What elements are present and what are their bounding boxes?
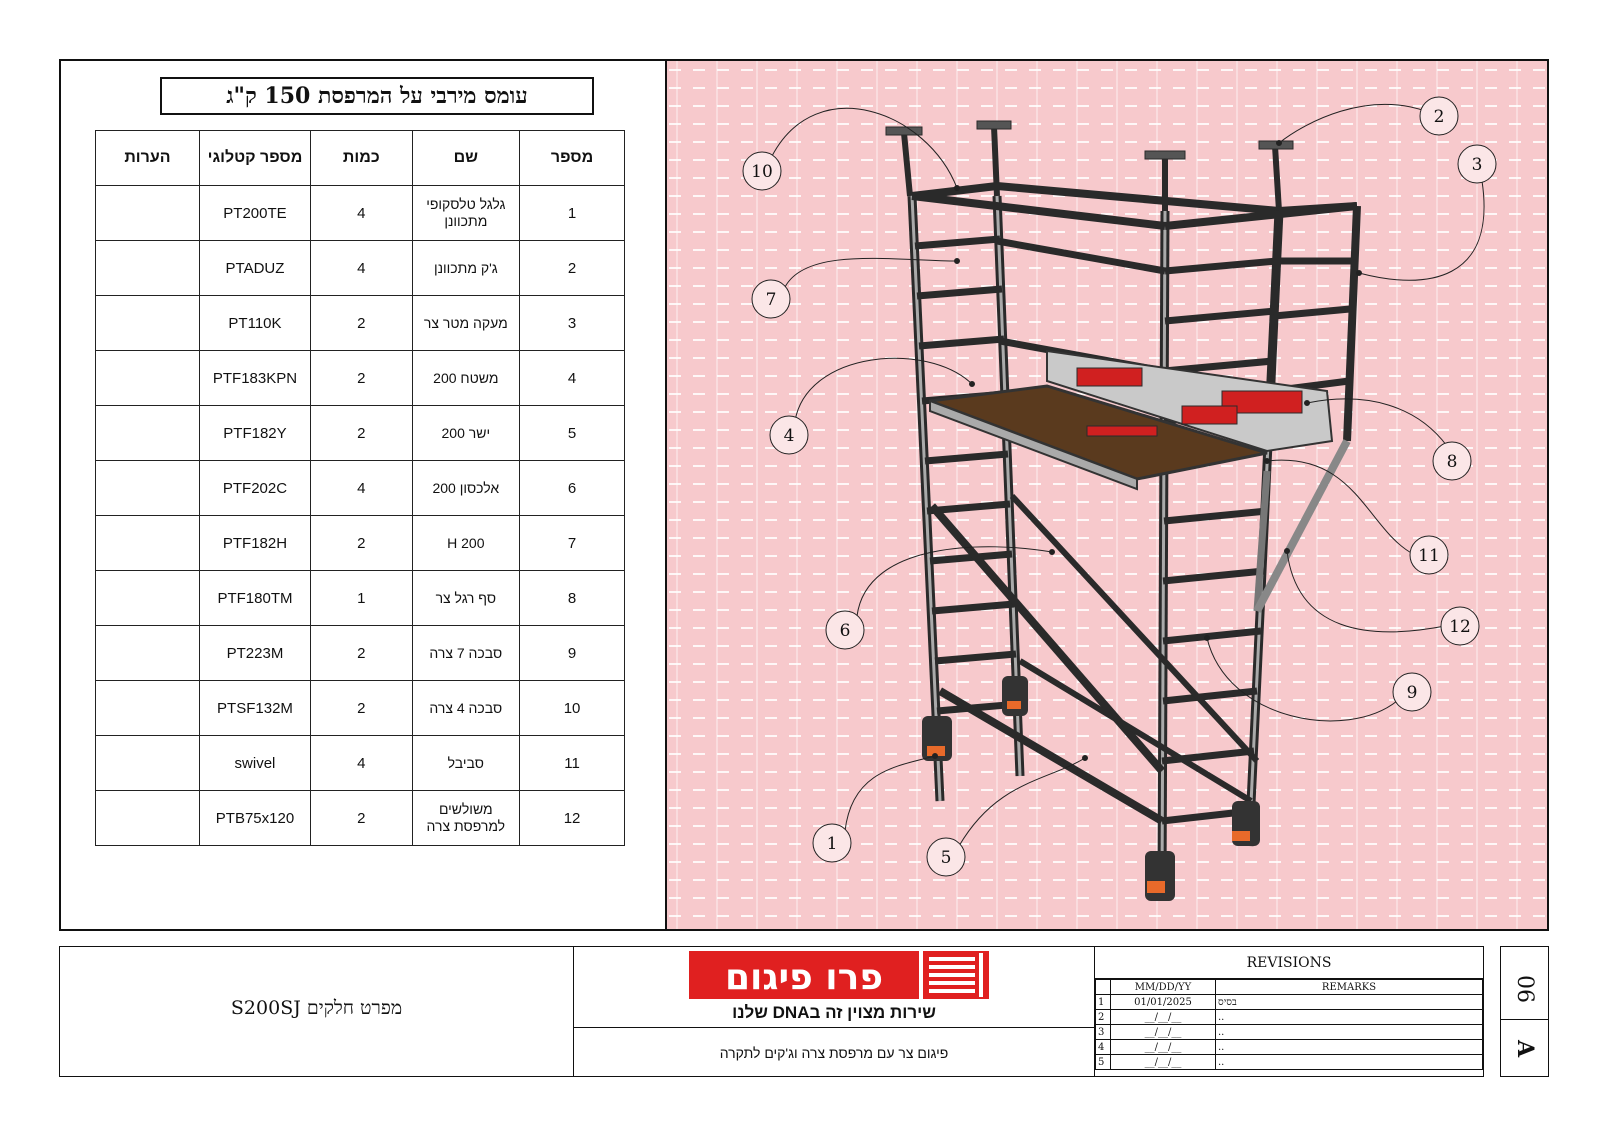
callout-5 — [927, 838, 965, 876]
name-cell: משולשים למרפסת צרה — [412, 791, 520, 846]
pink-background — [667, 61, 1547, 929]
revision-date: __/__/__ — [1111, 1040, 1216, 1055]
callout-label-1: 1 — [826, 834, 838, 854]
callout-label-12: 12 — [1449, 617, 1471, 637]
qty-cell: 2 — [311, 626, 412, 681]
notes-cell — [96, 791, 200, 846]
callout-1 — [813, 824, 851, 862]
callout-arrowhead-5 — [1083, 756, 1088, 761]
revision-date: __/__/__ — [1111, 1055, 1216, 1070]
header-num: מספר — [520, 131, 625, 186]
revision-row — [1096, 1040, 1483, 1055]
catalog-cell: PTF202C — [199, 461, 310, 516]
num-cell: 3 — [520, 296, 625, 351]
table-header-row — [96, 131, 625, 186]
callout-arrowhead-1 — [933, 754, 938, 759]
qty-cell: 2 — [311, 791, 412, 846]
notes-cell — [96, 296, 200, 351]
callout-arrowhead-10 — [955, 186, 960, 191]
header-qty: כמות — [311, 131, 412, 186]
catalog-cell: PTSF132M — [199, 681, 310, 736]
callout-label-4: 4 — [783, 426, 795, 446]
sheet-info-cell — [1500, 946, 1549, 1077]
table-row — [96, 241, 625, 296]
name-cell: סף רגל צר — [412, 571, 520, 626]
revision-remark: .. — [1216, 1010, 1483, 1025]
qty-cell: 2 — [311, 681, 412, 736]
name-cell: סביבל — [412, 736, 520, 791]
revision-remark: .. — [1216, 1025, 1483, 1040]
callout-10 — [743, 152, 781, 190]
num-cell: 1 — [520, 186, 625, 241]
num-cell: 8 — [520, 571, 625, 626]
qty-cell: 2 — [311, 351, 412, 406]
callout-label-2: 2 — [1433, 107, 1445, 127]
notes-cell — [96, 516, 200, 571]
catalog-cell: PTF183KPN — [199, 351, 310, 406]
revision-row — [1096, 995, 1483, 1010]
callout-label-8: 8 — [1446, 452, 1458, 472]
callout-7 — [752, 280, 790, 318]
catalog-cell: PTF182Y — [199, 406, 310, 461]
revisions-table — [1095, 979, 1483, 1070]
table-row — [96, 461, 625, 516]
revisions-date-header: MM/DD/YY — [1111, 980, 1216, 995]
callout-arrowhead-3 — [1357, 271, 1362, 276]
name-cell: מעקה מטר צר — [412, 296, 520, 351]
table-row — [96, 351, 625, 406]
header-catalog: מספר קטלוגי — [199, 131, 310, 186]
scaffold-drawing — [667, 61, 1547, 929]
name-cell: ג'ק מתכוונן — [412, 241, 520, 296]
callout-arrowhead-11 — [1265, 459, 1270, 464]
qty-cell: 2 — [311, 296, 412, 351]
notes-cell — [96, 571, 200, 626]
callout-label-7: 7 — [765, 290, 777, 310]
max-load-title: עומס מירבי על המרפסת 150 ק"ג — [160, 77, 594, 115]
revision-remark: .. — [1216, 1055, 1483, 1070]
revision-index: 5 — [1096, 1055, 1111, 1070]
catalog-cell: PTF180TM — [199, 571, 310, 626]
callout-arrowhead-9 — [1205, 636, 1210, 641]
table-row — [96, 791, 625, 846]
parts-table — [95, 130, 625, 846]
qty-cell: 4 — [311, 186, 412, 241]
name-cell: גלגל טלסקופי מתכוונן — [412, 186, 520, 241]
callout-arrowhead-2 — [1277, 141, 1282, 146]
callout-label-11: 11 — [1418, 546, 1440, 566]
num-cell: 10 — [520, 681, 625, 736]
num-cell: 9 — [520, 626, 625, 681]
revision-date: __/__/__ — [1111, 1010, 1216, 1025]
num-cell: 4 — [520, 351, 625, 406]
callout-12 — [1441, 607, 1479, 645]
name-cell: סבכה 7 צרה — [412, 626, 520, 681]
callout-label-3: 3 — [1471, 155, 1483, 175]
notes-cell — [96, 351, 200, 406]
sheet-revision: A — [1501, 1019, 1548, 1077]
qty-cell: 4 — [311, 241, 412, 296]
drawing-subtitle: פיגום צר עם מרפסת צרה וג'קים לתקרה — [574, 1027, 1094, 1078]
catalog-cell: PT110K — [199, 296, 310, 351]
callout-8 — [1433, 442, 1471, 480]
company-logo — [689, 949, 989, 1001]
catalog-cell: PT200TE — [199, 186, 310, 241]
header-notes: הערות — [96, 131, 200, 186]
revision-remark: בסיס — [1216, 995, 1483, 1010]
notes-cell — [96, 626, 200, 681]
revision-date: 01/01/2025 — [1111, 995, 1216, 1010]
callout-11 — [1410, 536, 1448, 574]
revision-index: 3 — [1096, 1025, 1111, 1040]
num-cell: 12 — [520, 791, 625, 846]
callout-label-5: 5 — [940, 848, 952, 868]
notes-cell — [96, 681, 200, 736]
revisions-title: REVISIONS — [1095, 947, 1483, 979]
revisions-remarks-header: REMARKS — [1216, 980, 1483, 995]
table-row — [96, 296, 625, 351]
revision-row — [1096, 1055, 1483, 1070]
num-cell: 6 — [520, 461, 625, 516]
name-cell: אלכסון 200 — [412, 461, 520, 516]
revision-remark: .. — [1216, 1040, 1483, 1055]
table-row — [96, 406, 625, 461]
drawing-title: S200SJ מפרט חלקים — [230, 997, 403, 1019]
title-block-name-cell — [59, 946, 574, 1077]
qty-cell: 2 — [311, 516, 412, 571]
qty-cell: 2 — [311, 406, 412, 461]
callout-4 — [770, 416, 808, 454]
callout-label-9: 9 — [1406, 683, 1418, 703]
catalog-cell: PTF182H — [199, 516, 310, 571]
notes-cell — [96, 461, 200, 516]
callout-3 — [1458, 145, 1496, 183]
notes-cell — [96, 736, 200, 791]
table-row — [96, 186, 625, 241]
num-cell: 5 — [520, 406, 625, 461]
qty-cell: 1 — [311, 571, 412, 626]
notes-cell — [96, 406, 200, 461]
qty-cell: 4 — [311, 736, 412, 791]
scaffold-illustration-panel — [665, 61, 1547, 929]
table-row — [96, 571, 625, 626]
callout-9 — [1393, 673, 1431, 711]
table-row — [96, 626, 625, 681]
revisions-block — [1094, 946, 1484, 1077]
revision-index: 2 — [1096, 1010, 1111, 1025]
table-row — [96, 516, 625, 571]
num-cell: 11 — [520, 736, 625, 791]
callout-6 — [826, 611, 864, 649]
catalog-cell: PTADUZ — [199, 241, 310, 296]
revision-index: 4 — [1096, 1040, 1111, 1055]
callout-arrowhead-6 — [1050, 550, 1055, 555]
table-row — [96, 681, 625, 736]
header-name: שם — [412, 131, 520, 186]
callout-arrowhead-7 — [955, 259, 960, 264]
callout-arrowhead-8 — [1305, 401, 1310, 406]
svg-text:פרו פיגום: פרו פיגום — [724, 957, 884, 998]
catalog-cell: PT223M — [199, 626, 310, 681]
callout-label-6: 6 — [839, 621, 851, 641]
callout-2 — [1420, 97, 1458, 135]
revisions-header-row — [1096, 980, 1483, 995]
num-cell: 2 — [520, 241, 625, 296]
name-cell: סבכה 4 צרה — [412, 681, 520, 736]
callout-arrowhead-4 — [970, 382, 975, 387]
callout-arrowhead-12 — [1285, 549, 1290, 554]
revision-row — [1096, 1025, 1483, 1040]
notes-cell — [96, 241, 200, 296]
revision-row — [1096, 1010, 1483, 1025]
revision-date: __/__/__ — [1111, 1025, 1216, 1040]
name-cell: ישר 200 — [412, 406, 520, 461]
sheet-number: 06 — [1512, 975, 1537, 1003]
qty-cell: 4 — [311, 461, 412, 516]
num-cell: 7 — [520, 516, 625, 571]
table-row — [96, 736, 625, 791]
title-block-company-cell — [574, 946, 1094, 1077]
callout-label-10: 10 — [751, 162, 773, 182]
name-cell: H 200 — [412, 516, 520, 571]
catalog-cell: swivel — [199, 736, 310, 791]
notes-cell — [96, 186, 200, 241]
revision-index: 1 — [1096, 995, 1111, 1010]
name-cell: משטח 200 — [412, 351, 520, 406]
company-slogan: שירות מצוין זה בDNA שלנו — [732, 1003, 936, 1022]
catalog-cell: PTB75x120 — [199, 791, 310, 846]
